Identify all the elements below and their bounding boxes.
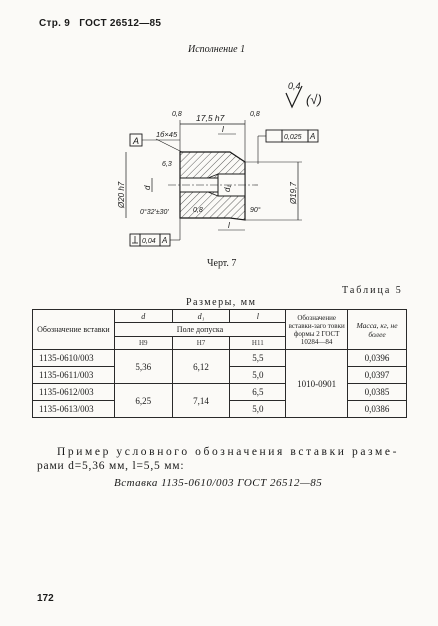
figure-caption: Черт. 7 xyxy=(207,258,237,269)
roughness-value: 0,4 xyxy=(288,81,301,91)
table-number: Таблица 5 xyxy=(342,285,403,296)
header-d: d xyxy=(114,310,172,323)
dim-d1: d₁ xyxy=(223,185,232,192)
dim-right: Ø19,7 xyxy=(289,182,298,204)
runout-value: 0,025 xyxy=(284,134,302,141)
example-line-2: рами d=5,36 мм, l=5,5 мм: xyxy=(37,460,185,472)
dim-d: d xyxy=(143,185,152,190)
page-label: Стр. 9 xyxy=(39,18,71,29)
form-value: 1010-0901 xyxy=(286,350,348,418)
roughness-parenthetical: (√) xyxy=(306,92,322,107)
example-line-3: Вставка 1135-0610/003 ГОСТ 26512—85 xyxy=(114,477,323,489)
chamfer-label: 1б×45 xyxy=(156,130,178,139)
dim-l-bottom: l xyxy=(228,221,230,230)
angle-2: 90° xyxy=(250,207,261,214)
runout-datum: A xyxy=(310,132,316,141)
perp-datum: A xyxy=(162,236,168,245)
standard-label: ГОСТ 26512—85 xyxy=(79,18,162,29)
table-row: 1135-0613/003 5,0 0,0386 xyxy=(33,401,407,418)
header-form: Обозначение вставки-заго товки формы 2 ГОСТ 10284—84 xyxy=(286,310,348,350)
dim-l-top: l xyxy=(222,125,224,134)
header-tolerance: Поле допуска xyxy=(114,323,285,337)
group2-d: 6,25 xyxy=(114,384,172,418)
table-row: 1135-0610/003 5,36 6,12 5,5 1010-0901 0,0396 xyxy=(33,350,407,367)
header-d1: d₁ xyxy=(172,310,230,323)
variant-label: Исполнение 1 xyxy=(188,44,246,55)
page-header xyxy=(39,18,167,29)
rough-mid: 0,8 xyxy=(172,111,182,118)
dim-length: 17,5 h7 xyxy=(196,113,225,123)
group1-d1: 6,12 xyxy=(172,350,230,384)
table-row: 1135-0611/003 5,0 0,0397 xyxy=(33,367,407,384)
table-row: 1135-0612/003 6,25 7,14 6,5 0,0385 xyxy=(33,384,407,401)
tol-d: H9 xyxy=(114,337,172,350)
rough-bottom: 0,8 xyxy=(193,207,203,214)
technical-drawing xyxy=(118,104,318,254)
group1-d: 5,36 xyxy=(114,350,172,384)
tol-d1: H7 xyxy=(172,337,230,350)
datum-a: A xyxy=(133,136,140,146)
rough-top: 0,8 xyxy=(250,111,260,118)
rough-left: 6,3 xyxy=(162,161,172,168)
dimensions-table xyxy=(32,309,407,418)
header-designation: Обозначение вставки xyxy=(33,310,115,350)
page-number: 172 xyxy=(37,593,54,604)
example-line-1: Пример условного обозначения вставки разме- xyxy=(57,446,400,458)
dim-outer: Ø20 h7 xyxy=(117,181,126,208)
header-mass: Масса, кг, не более xyxy=(348,310,407,350)
header-l: l xyxy=(230,310,286,323)
tol-l: H11 xyxy=(230,337,286,350)
angle-1: 0°32'±30' xyxy=(140,209,169,216)
group2-d1: 7,14 xyxy=(172,384,230,418)
table-title: Размеры, мм xyxy=(186,297,257,308)
perp-value: 0,04 xyxy=(142,238,156,245)
